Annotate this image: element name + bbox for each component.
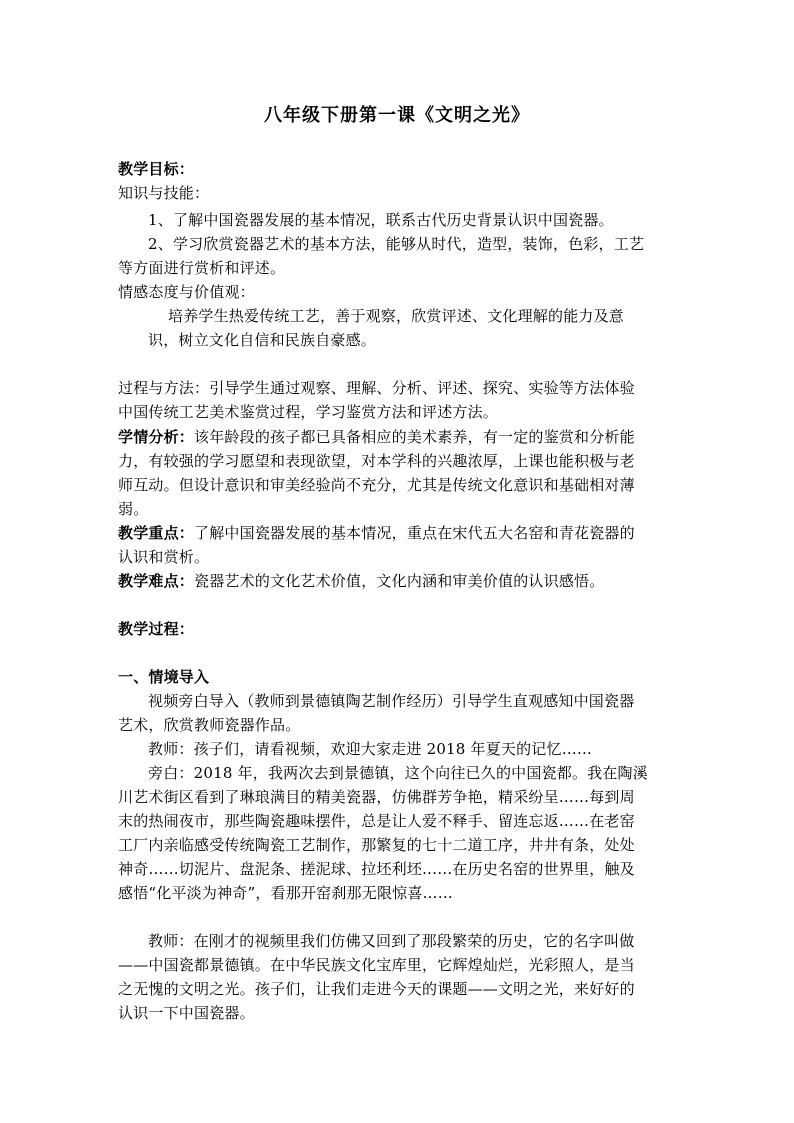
intro-paragraph-line-2: 艺术，欣赏教师瓷器作品。 bbox=[118, 716, 301, 734]
teacher-line-2-c: 之无愧的文明之光。孩子们，让我们走进今天的课题——文明之光，来好好的 bbox=[118, 980, 635, 998]
emotion-heading: 情感态度与价值观： bbox=[118, 283, 255, 301]
narration-line-1: 旁白：2018 年，我两次去到景德镇，这个向往已久的中国瓷都。我在陶溪 bbox=[148, 764, 648, 782]
knowledge-item-2: 2、学习欣赏瓷器艺术的基本方法，能够从时代，造型，装饰，色彩，工艺 bbox=[148, 235, 645, 253]
teacher-line-1: 教师：孩子们，请看视频，欢迎大家走进 2018 年夏天的记忆…… bbox=[148, 740, 593, 758]
teacher-line-2-a: 教师：在刚才的视频里我们仿佛又回到了那段繁荣的历史，它的名字叫做 bbox=[148, 932, 635, 950]
emotion-item-1: 培养学生热爱传统工艺，善于观察，欣赏评述、文化理解的能力及意 bbox=[168, 307, 625, 325]
objectives-heading: 教学目标： bbox=[118, 160, 195, 178]
analysis-line-3: 师互动。但设计意识和审美经验尚不充分，尤其是传统文化意识和基础相对薄 bbox=[118, 476, 635, 494]
process-method-line-2: 中国传统工艺美术鉴赏过程，学习鉴赏方法和评述方法。 bbox=[118, 403, 499, 421]
document-title: 八年级下册第一课《文明之光》 bbox=[264, 105, 530, 126]
key-points-line-2: 认识和赏析。 bbox=[118, 548, 210, 566]
analysis-line-4: 弱。 bbox=[118, 500, 149, 518]
teacher-line-2-b: ——中国瓷都景德镇。在中华民族文化宝库里，它辉煌灿烂，光彩照人，是当 bbox=[118, 956, 635, 974]
analysis-line-2: 力，有较强的学习愿望和表现欲望，对本学科的兴趣浓厚，上课也能积极与老 bbox=[118, 452, 635, 470]
narration-line-6: 感悟“化平淡为神奇”，看那开窑刹那无限惊喜…… bbox=[118, 884, 453, 902]
narration-line-3: 末的热闹夜市，那些陶瓷趣味摆件，总是让人爱不释手、留连忘返……在老窑 bbox=[118, 812, 635, 830]
key-points-line-1 bbox=[118, 521, 635, 545]
difficulties-line-1 bbox=[118, 569, 604, 593]
teacher-line-2-d: 认识一下中国瓷器。 bbox=[118, 1004, 255, 1022]
narration-line-5: 神奇……切泥片、盘泥条、搓泥球、拉坯利坯……在历史名窑的世界里，触及 bbox=[118, 860, 635, 878]
analysis-label: 学情分析： bbox=[118, 428, 195, 446]
process-heading: 教学过程： bbox=[118, 620, 195, 638]
intro-paragraph-line-1: 视频旁白导入（教师到景德镇陶艺制作经历）引导学生直观感知中国瓷器 bbox=[148, 692, 635, 710]
difficulties-text-1: 瓷器艺术的文化艺术价值，文化内涵和审美价值的认识感悟。 bbox=[194, 572, 605, 590]
emotion-item-1-cont: 识，树立文化自信和民族自豪感。 bbox=[148, 331, 377, 349]
analysis-line-1 bbox=[118, 425, 635, 449]
key-points-label: 教学重点： bbox=[118, 524, 195, 542]
analysis-text-1: 该年龄段的孩子都已具备相应的美术素养，有一定的鉴赏和分析能 bbox=[194, 428, 635, 446]
knowledge-item-1: 1、了解中国瓷器发展的基本情况，联系古代历史背景认识中国瓷器。 bbox=[148, 211, 614, 229]
difficulties-label: 教学难点： bbox=[118, 572, 195, 590]
knowledge-heading: 知识与技能： bbox=[118, 184, 210, 202]
section-1-heading: 一、情境导入 bbox=[118, 668, 210, 686]
process-method-line-1: 过程与方法：引导学生通过观察、理解、分析、评述、探究、实验等方法体验 bbox=[118, 379, 635, 397]
key-points-text-1: 了解中国瓷器发展的基本情况，重点在宋代五大名窑和青花瓷器的 bbox=[194, 524, 635, 542]
knowledge-item-2-cont: 等方面进行赏析和评述。 bbox=[118, 259, 286, 277]
narration-line-2: 川艺术街区看到了琳琅满目的精美瓷器，仿佛群芳争艳，精采纷呈……每到周 bbox=[118, 788, 635, 806]
narration-line-4: 工厂内亲临感受传统陶瓷工艺制作，那繁复的七十二道工序，井井有条，处处 bbox=[118, 836, 635, 854]
